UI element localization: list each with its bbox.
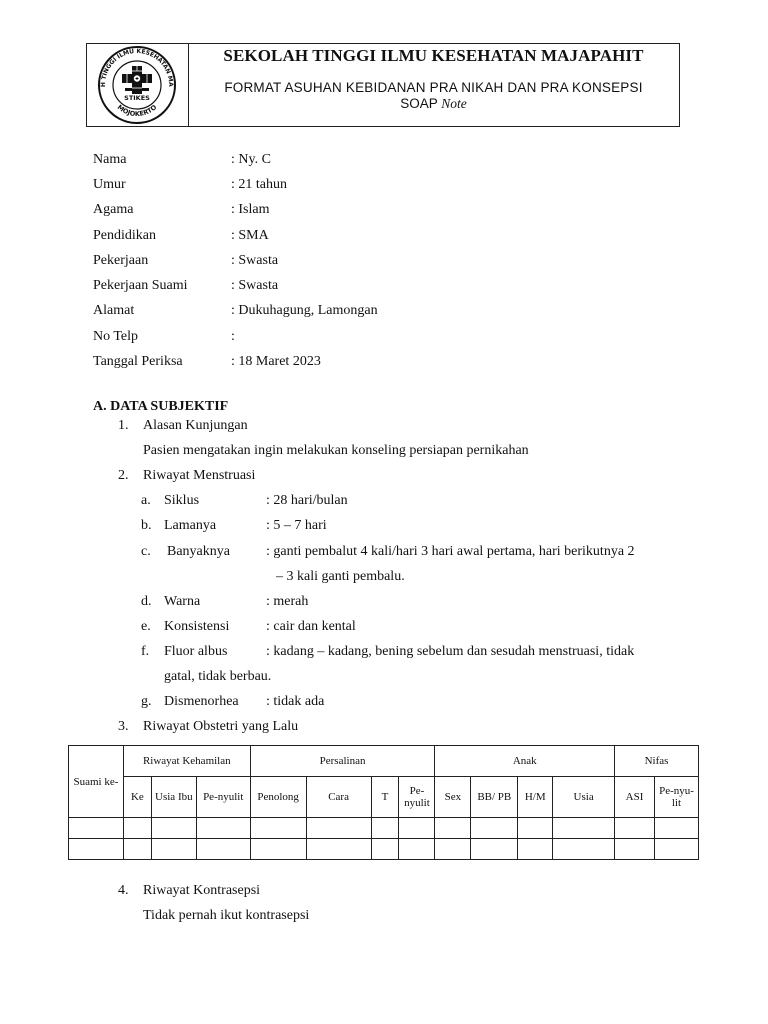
identity-label: Pekerjaan Suami	[93, 278, 188, 293]
header-group-kehamilan: Riwayat Kehamilan	[123, 746, 250, 777]
row-value: : 5 – 7 hari	[266, 518, 327, 533]
table-row	[69, 839, 699, 860]
row-label: Banyaknya	[167, 544, 230, 559]
subheader-cell: H/M	[518, 777, 553, 818]
subheader-cell: Usia	[553, 777, 615, 818]
row-letter: e.	[141, 619, 151, 634]
identity-label: No Telp	[93, 329, 139, 344]
row-letter: c.	[141, 544, 151, 559]
row-letter: g.	[141, 694, 152, 709]
logo-bottom-text: MOJOKERTO	[115, 103, 159, 119]
row-label: Dismenorhea	[164, 694, 239, 709]
identity-value: : Swasta	[231, 253, 279, 268]
row-value: : ganti pembalut 4 kali/hari 3 hari awal pertama, hari berikutnya 2	[266, 544, 635, 559]
item-text: Pasien mengatakan ingin melakukan konseling persiapan pernikahan	[143, 443, 529, 458]
identity-label: Agama	[93, 202, 134, 217]
subheader-cell: BB/ PB	[471, 777, 518, 818]
header-box	[86, 43, 680, 127]
subheader-cell: ASI	[615, 777, 655, 818]
subheader-cell: Usia Ibu	[151, 777, 196, 818]
row-letter: b.	[141, 518, 152, 533]
subheader-cell: Penolong	[250, 777, 306, 818]
identity-value: : Dukuhagung, Lamongan	[231, 303, 378, 318]
item-number: 2.	[118, 468, 129, 483]
institution-name: SEKOLAH TINGGI ILMU KESEHATAN MAJAPAHIT	[223, 46, 644, 65]
row-label: Konsistensi	[164, 619, 230, 634]
logo-center-text: STIKES	[124, 94, 150, 102]
table-row	[69, 818, 699, 839]
row-value-continued: gatal, tidak berbau.	[164, 669, 272, 684]
item-text: Tidak pernah ikut kontrasepsi	[143, 908, 310, 923]
soap-note-title	[188, 96, 679, 112]
item-number: 4.	[118, 883, 129, 898]
row-letter: d.	[141, 594, 152, 609]
header-group-anak: Anak	[435, 746, 615, 777]
row-value: : cair dan kental	[266, 619, 356, 634]
identity-label: Pendidikan	[93, 228, 156, 243]
header-suami: Suami ke-	[69, 746, 124, 818]
stikes-logo	[87, 44, 187, 126]
row-letter: a.	[141, 493, 151, 508]
item-title: Riwayat Obstetri yang Lalu	[143, 719, 299, 734]
logo-cell	[87, 44, 189, 126]
row-label: Lamanya	[164, 518, 217, 533]
item-number: 3.	[118, 719, 129, 734]
subheader-cell: Pe-nyu-lit	[654, 777, 698, 818]
subheader-cell: T	[371, 777, 399, 818]
row-value: : merah	[266, 594, 309, 609]
identity-value: : Swasta	[231, 278, 279, 293]
subheader-cell: Pe-nyulit	[399, 777, 435, 818]
row-value: : tidak ada	[266, 694, 325, 709]
item-number: 1.	[118, 418, 129, 433]
row-value: : 28 hari/bulan	[266, 493, 348, 508]
identity-label: Alamat	[93, 303, 135, 318]
svg-text:MOJOKERTO	[116, 103, 159, 118]
identity-value: : Ny. C	[231, 152, 271, 167]
soap-label: SOAP	[400, 96, 438, 111]
note-label: Note	[441, 96, 467, 111]
subheader-cell: Cara	[306, 777, 371, 818]
identity-label: Nama	[93, 152, 127, 167]
identity-value: : SMA	[231, 228, 269, 243]
subheader-cell: Ke	[123, 777, 151, 818]
row-value-continued: – 3 kali ganti pembalu.	[276, 569, 405, 584]
header-group-persalinan: Persalinan	[250, 746, 435, 777]
row-value: : kadang – kadang, bening sebelum dan sesudah menstruasi, tidak	[266, 644, 635, 659]
identity-label: Umur	[93, 177, 126, 192]
row-label: Siklus	[164, 493, 200, 508]
subheader-cell: Sex	[435, 777, 471, 818]
identity-label: Pekerjaan	[93, 253, 149, 268]
identity-value: : Islam	[231, 202, 270, 217]
item-title: Riwayat Menstruasi	[143, 468, 256, 483]
table-header-row	[69, 746, 699, 777]
row-label: Warna	[164, 594, 201, 609]
section-a-title: A. DATA SUBJEKTIF	[93, 399, 229, 414]
row-letter: f.	[141, 644, 150, 659]
subheader-cell: Pe-nyulit	[196, 777, 250, 818]
form-title: FORMAT ASUHAN KEBIDANAN PRA NIKAH DAN PRA KONSEPSI	[224, 80, 643, 95]
identity-value: :	[231, 329, 235, 344]
obstetric-history-table	[68, 745, 699, 860]
identity-label: Tanggal Periksa	[93, 354, 183, 369]
identity-value: : 18 Maret 2023	[231, 354, 321, 369]
item-title: Riwayat Kontrasepsi	[143, 883, 261, 898]
header-group-nifas: Nifas	[615, 746, 699, 777]
item-title: Alasan Kunjungan	[143, 418, 248, 433]
row-label: Fluor albus	[164, 644, 228, 659]
identity-value: : 21 tahun	[231, 177, 287, 192]
logo-ring-text: H TINGGI ILMU KESEHATAN MA	[99, 47, 175, 88]
table-subheader-row	[69, 777, 699, 818]
header-title-block	[188, 44, 679, 112]
